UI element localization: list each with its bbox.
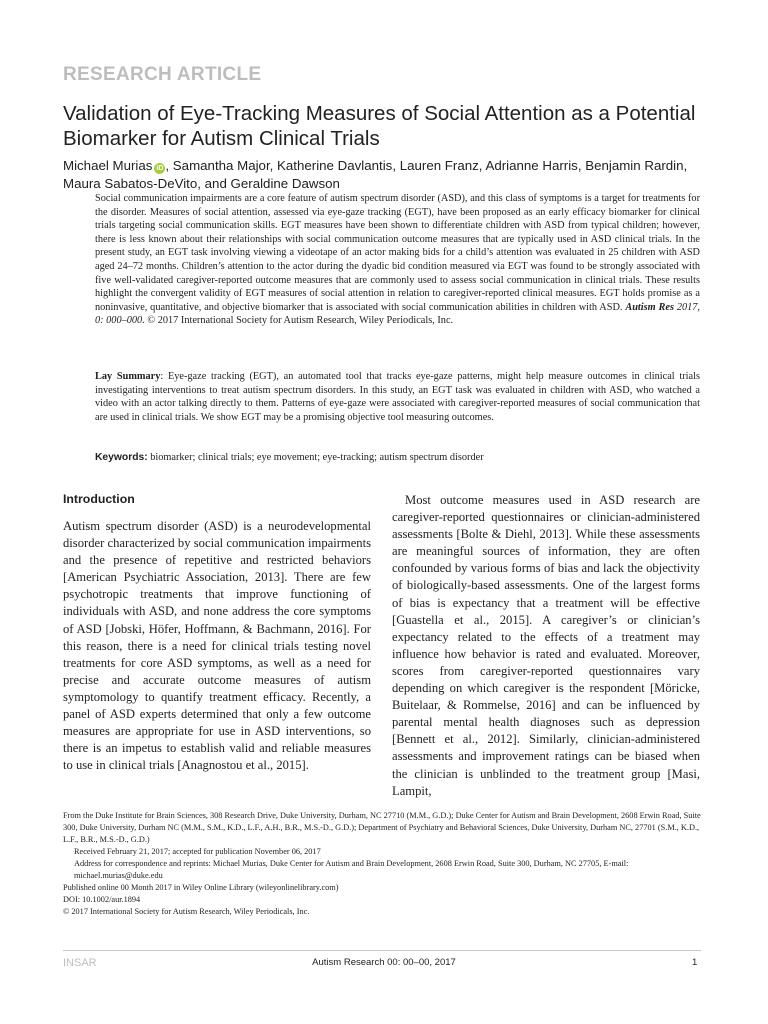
- first-author: Michael Murias: [63, 158, 153, 173]
- article-type-label: RESEARCH ARTICLE: [63, 64, 262, 85]
- other-authors: , Samantha Major, Katherine Davlantis, Lauren Franz, Adrianne Harris, Benjamin Rardin, Maura Sabatos-DeVito, and Geraldine Dawson: [63, 158, 688, 191]
- abstract-copyright: © 2017 International Society for Autism Research, Wiley Periodicals, Inc.: [144, 315, 454, 327]
- keywords: [95, 451, 700, 465]
- journal-logo-insar: INSAR: [63, 957, 97, 969]
- correspondence-note: Address for correspondence and reprints: Michael Murias, Duke Center for Autism and Brain Development, 2608 Erwin Road, Suite 300, Durham, NC 27705, E-mail: michael.murias@duke.edu: [74, 859, 629, 880]
- intro-paragraph-right: Most outcome measures used in ASD research are caregiver-reported questionnaires or clinician-administered assessments [Bolte & Diehl, 2013]. While these assessments are meaningful sources of information, they are often confounded by various forms of bias and lack the objectivity of biologically-based assessments. One of the largest forms of bias is expectancy that a treatment will be effective [Guastella et al., 2015]. A caregiver’s or clinician’s expectancy related to the effects of a treatment may influence how behavior is rated and evaluated. Moreover, scores from caregiver-reported questionnaires vary depending on which caregiver is the respondent [Möricke, Buitelaar, & Rommelse, 2016] and can be influenced by parental mental health diagnoses such as depression [Bennett et al., 2012]. Similarly, clinician-administered assessments and improvement ratings can be biased when the clinician is unblinded to the treatment group [Masi, Lampit,: [392, 493, 700, 798]
- orcid-icon[interactable]: iD: [156, 165, 164, 172]
- footnotes: [63, 810, 703, 918]
- section-heading-introduction: Introduction: [63, 492, 135, 506]
- copyright-note: © 2017 International Society for Autism Research, Wiley Periodicals, Inc.: [63, 907, 310, 916]
- lay-summary-label: Lay Summary: [95, 371, 161, 382]
- lay-summary-text: : Eye-gaze tracking (EGT), an automated tool that tracks eye-gaze patterns, might help measure outcomes in clinical trials investigating interventions to treat autism spectrum disorders. In this study, an EGT task was evaluated in children with ASD, who watched a video with an actor talking directly to them. Patterns of eye-gaze were associated with caregiver-reported measures of social communication that are used in clinical trials. We show EGT may be a promising objective tool measuring outcomes.: [95, 371, 700, 423]
- affiliation-note: From the Duke Institute for Brain Sciences, 308 Research Drive, Duke University, Durham, NC 27710 (M.M., G.D.); Duke Center for Autism and Brain Development, 2608 Erwin Road, Suite 300, Duke University, Durham NC (M.M., S.M., K.D., L.F., A.H., B.R., M.S.-D., G.D.); Department of Psychiatry and Behavioral Sciences, Duke University, Durham NC, 27701 (S.M., K.D., L.F., B.R., M.S.-D., G.D.): [63, 811, 701, 844]
- citation-journal: Autism Res: [625, 301, 674, 313]
- lay-summary: [95, 370, 700, 424]
- abstract: [95, 192, 700, 328]
- author-list: [63, 157, 713, 193]
- intro-paragraph-left: Autism spectrum disorder (ASD) is a neurodevelopmental disorder characterized by social communication impairments and the presence of repetitive and restricted behaviors [American Psychiatric Association, 2013]. There are few psychotropic treatments that improve functioning of individuals with ASD, and none address the core symptoms of ASD [Jobski, Höfer, Hoffmann, & Bachmann, 2016]. For this reason, there is a need for clinical trials testing novel treatments for core ASD symptoms, as well as a need for precise and accurate outcome measures of autism symptomology to quantify treatment efficacy. Recently, a panel of ASD experts determined that only a few outcome measures are appropriate for use in ASD interventions, so there is an impetus to establish valid and reliable measures to use in clinical trials [Anagnostou et al., 2015].: [63, 519, 371, 773]
- citation-volume: 2017, 0: 000–000.: [95, 301, 700, 327]
- footer-divider: [63, 950, 701, 951]
- article-title: Validation of Eye-Tracking Measures of Social Attention as a Potential Biomarker for Autism Clinical Trials: [63, 102, 696, 150]
- journal-footer: Autism Research 00: 00–00, 2017: [312, 957, 456, 968]
- published-note: Published online 00 Month 2017 in Wiley Online Library (wileyonlinelibrary.com): [63, 883, 339, 892]
- received-note: Received February 21, 2017; accepted for publication November 06, 2017: [74, 847, 321, 856]
- keywords-label: Keywords:: [95, 452, 148, 463]
- abstract-text: Social communication impairments are a core feature of autism spectrum disorder (ASD), and this class of symptoms is a target for treatments for the disorder. Measures of social attention, assessed via eye-gaze tracking (EGT), have been proposed as an early efficacy biomarker for clinical trials targeting social communication skills. EGT measures have been shown to differentiate children with ASD from typical children; however, there is less known about their relationships with social communication outcome measures that are typically used in ASD clinical trials. In the present study, an EGT task involving viewing a videotape of an actor making bids for a child’s attention was evaluated in 25 children with ASD aged 24–72 months. Children’s attention to the actor during the dyadic bid condition measured via EGT was found to be strongly associated with five well-validated caregiver-reported outcome measures that are commonly used to assess social communication in clinical trials. These results highlight the convergent validity of EGT measures of social attention in relation to caregiver-reported clinical measures. EGT holds promise as a noninvasive, quantitative, and objective biomarker that is associated with social communication abilities in children with ASD.: [95, 193, 700, 313]
- page-number: 1: [692, 957, 698, 968]
- doi-note: DOI: 10.1002/aur.1894: [63, 895, 141, 904]
- keywords-text: biomarker; clinical trials; eye movement; eye-tracking; autism spectrum disorder: [147, 452, 484, 463]
